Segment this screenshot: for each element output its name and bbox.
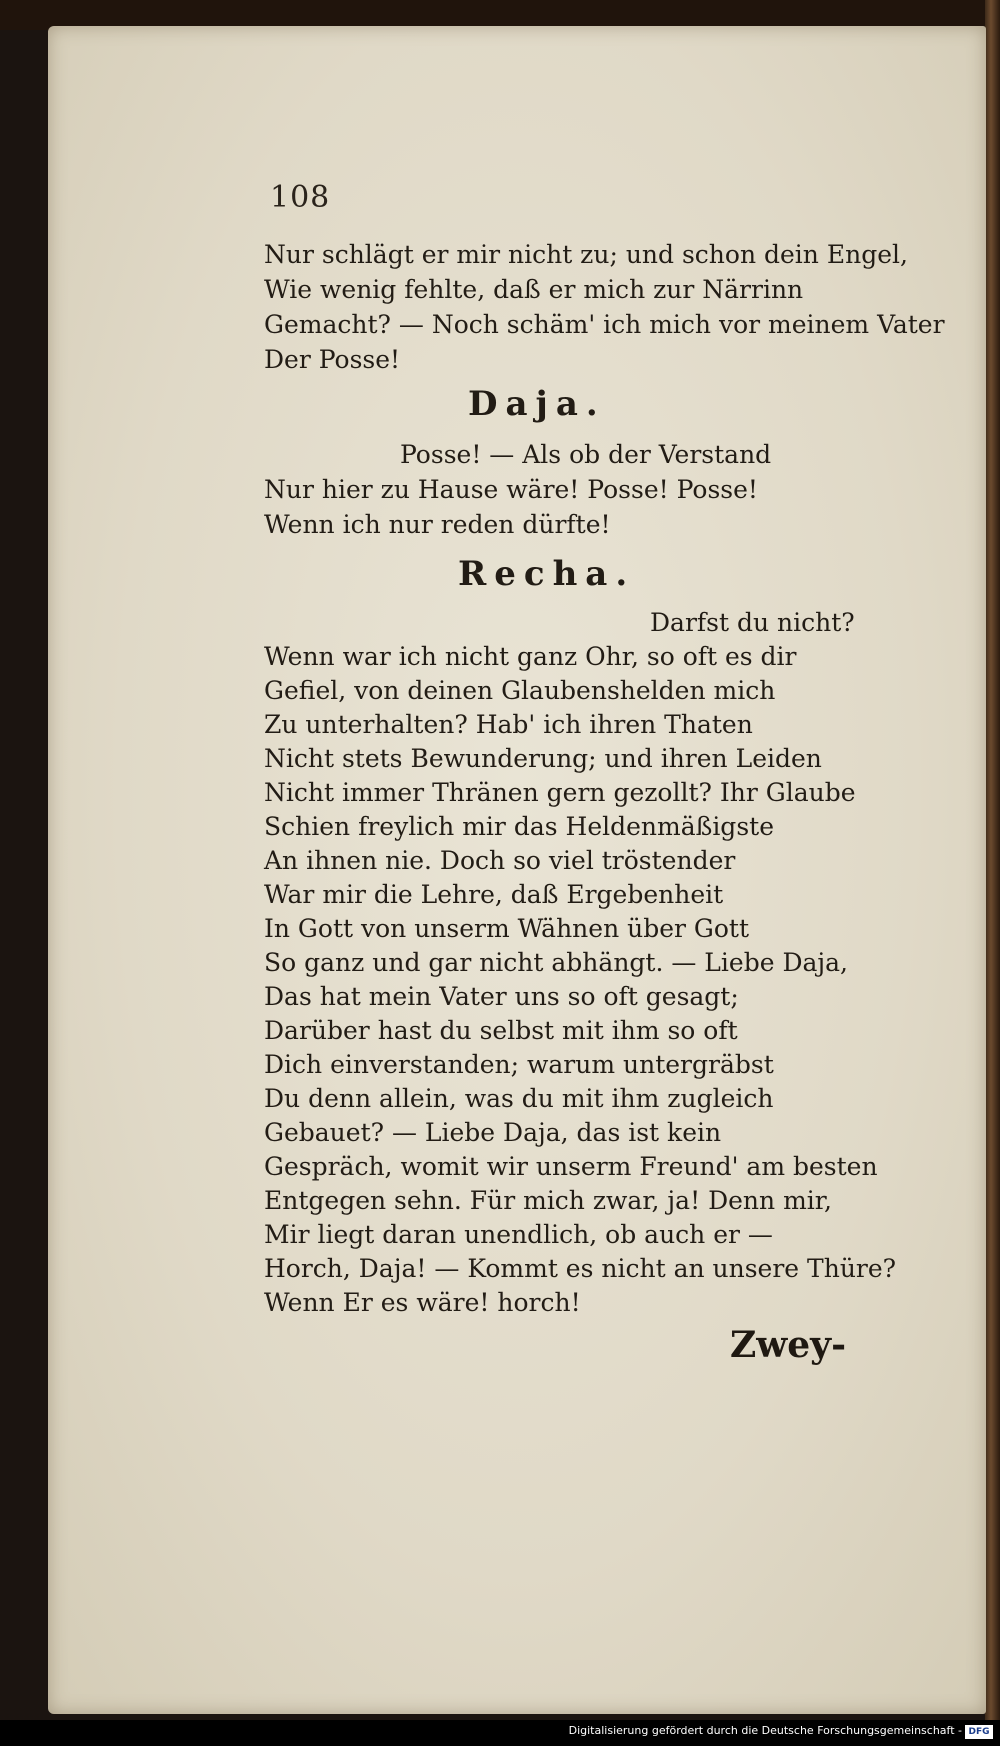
text-line: An ihnen nie. Doch so viel tröstender [264, 846, 736, 875]
digitization-credit: Digitalisierung gefördert durch die Deutsche Forschungsgemeinschaft - [568, 1724, 962, 1737]
text-line: So ganz und gar nicht abhängt. — Liebe Daja, [264, 948, 848, 977]
text-line: Der Posse! [264, 345, 401, 374]
page-text [48, 26, 986, 1714]
text-line: Entgegen sehn. Für mich zwar, ja! Denn mir, [264, 1186, 832, 1215]
text-line: Nur hier zu Hause wäre! Posse! Posse! [264, 475, 758, 504]
text-line: Darfst du nicht? [650, 608, 855, 637]
text-line: Nicht immer Thränen gern gezollt? Ihr Glaube [264, 778, 856, 807]
page-number: 108 [270, 180, 331, 215]
text-line: Gespräch, womit wir unserm Freund' am besten [264, 1152, 878, 1181]
text-line: Wie wenig fehlte, daß er mich zur Närrinn [264, 275, 804, 304]
text-line: Du denn allein, was du mit ihm zugleich [264, 1084, 774, 1113]
text-line: Nur schlägt er mir nicht zu; und schon dein Engel, [264, 240, 908, 269]
speaker-heading-recha: Recha. [458, 554, 636, 594]
dfg-logo: DFG [965, 1725, 993, 1739]
text-line: War mir die Lehre, daß Ergebenheit [264, 880, 724, 909]
text-line: Mir liegt daran unendlich, ob auch er — [264, 1220, 773, 1249]
text-line: Wenn Er es wäre! horch! [264, 1288, 581, 1317]
book-edge [985, 0, 1000, 1720]
text-line: Darüber hast du selbst mit ihm so oft [264, 1016, 738, 1045]
text-line: Horch, Daja! — Kommt es nicht an unsere Thüre? [264, 1254, 897, 1283]
text-line: Gemacht? — Noch schäm' ich mich vor meinem Vater [264, 310, 945, 339]
text-line: In Gott von unserm Wähnen über Gott [264, 914, 750, 943]
speaker-heading-daja: Daja. [468, 384, 606, 424]
book-page [48, 26, 986, 1714]
text-line: Wenn ich nur reden dürfte! [264, 510, 611, 539]
text-line: Gebauet? — Liebe Daja, das ist kein [264, 1118, 722, 1147]
text-line: Wenn war ich nicht ganz Ohr, so oft es dir [264, 642, 797, 671]
text-line: Das hat mein Vater uns so oft gesagt; [264, 982, 739, 1011]
catchword: Zwey- [730, 1324, 847, 1366]
text-line: Gefiel, von deinen Glaubenshelden mich [264, 676, 776, 705]
text-line: Nicht stets Bewunderung; und ihren Leiden [264, 744, 822, 773]
text-line: Schien freylich mir das Heldenmäßigste [264, 812, 774, 841]
text-line: Zu unterhalten? Hab' ich ihren Thaten [264, 710, 753, 739]
text-line: Posse! — Als ob der Verstand [400, 440, 772, 469]
text-line: Dich einverstanden; warum untergräbst [264, 1050, 774, 1079]
